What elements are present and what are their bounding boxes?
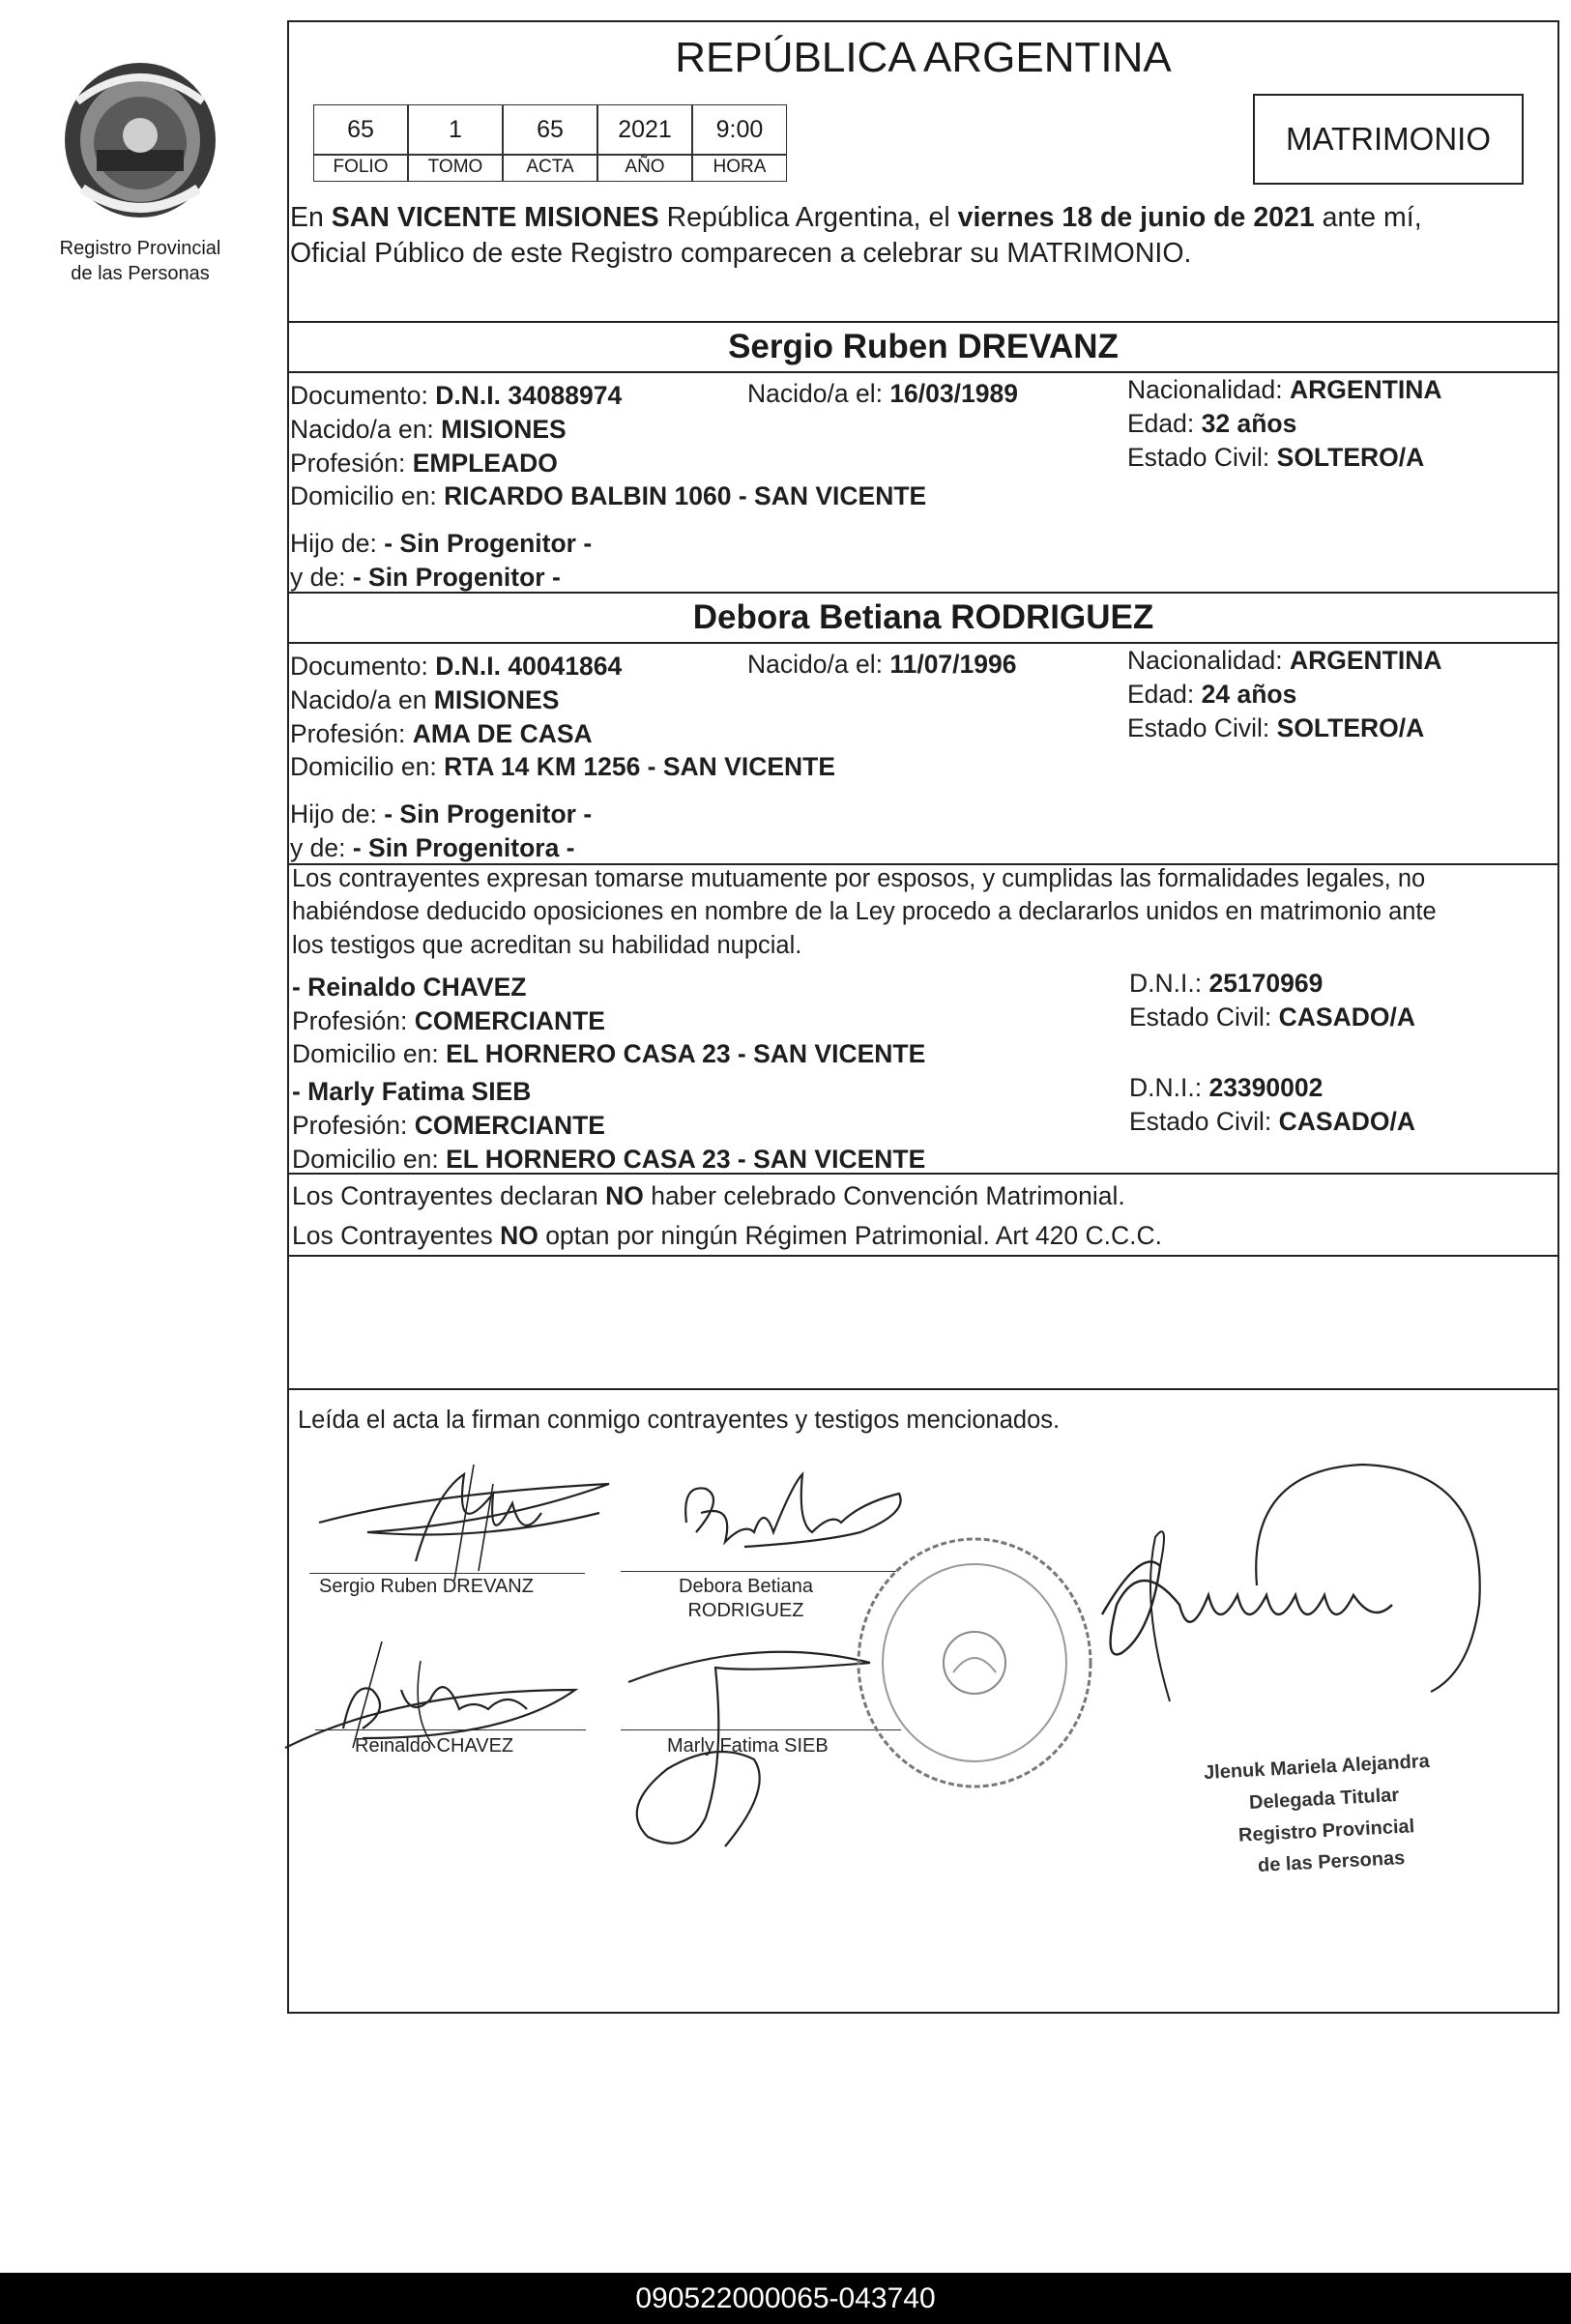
spouse1-document: Documento: D.N.I. 34088974 — [290, 381, 623, 410]
rule — [289, 321, 1557, 323]
witness1-name: - Reinaldo CHAVEZ — [292, 973, 527, 1002]
spouse1-age: Edad: 32 años — [1127, 409, 1297, 438]
spouse2-father: Hijo de: - Sin Progenitor - — [290, 799, 593, 828]
spouse1-mother: y de: - Sin Progenitor - — [290, 563, 561, 592]
witness1-profession: Profesión: COMERCIANTE — [292, 1006, 605, 1035]
witness2-address: Domicilio en: EL HORNERO CASA 23 - SAN VICENTE — [292, 1145, 926, 1174]
official-stamp-line-3: Registro Provincial — [1237, 1816, 1415, 1846]
witness1-address: Domicilio en: EL HORNERO CASA 23 - SAN VICENTE — [292, 1039, 926, 1068]
witness2-civil-status: Estado Civil: CASADO/A — [1129, 1107, 1415, 1136]
spouse1-father: Hijo de: - Sin Progenitor - — [290, 529, 593, 558]
doc-type-box — [1253, 94, 1524, 185]
spouse2-address: Domicilio en: RTA 14 KM 1256 - SAN VICENTE — [290, 752, 836, 781]
intro-line-2: Oficial Público de este Registro comparecen a celebrar su MATRIMONIO. — [290, 238, 1192, 269]
logo-caption: Registro Provincial de las Personas — [59, 238, 221, 284]
handwritten-signature-official — [1083, 1450, 1508, 1740]
folio-label: FOLIO — [313, 155, 408, 182]
witness2-name: - Marly Fatima SIEB — [292, 1077, 532, 1106]
spouse1-civil-status: Estado Civil: SOLTERO/A — [1127, 443, 1425, 472]
spouse2-document: Documento: D.N.I. 40041864 — [290, 652, 623, 681]
doc-type-label: MATRIMONIO — [1285, 121, 1492, 157]
spouse1-address: Domicilio en: RICARDO BALBIN 1060 - SAN VICENTE — [290, 481, 927, 510]
spouse1-profession: Profesión: EMPLEADO — [290, 449, 558, 478]
spouse2-nationality: Nacionalidad: ARGENTINA — [1127, 646, 1442, 675]
acta-value: 65 — [503, 104, 597, 155]
signature-label-spouse1: Sergio Ruben DREVANZ — [319, 1576, 534, 1597]
acta-label: ACTA — [503, 155, 597, 182]
spouse1-birthdate: Nacido/a el: 16/03/1989 — [747, 379, 1018, 408]
province-seal-logo — [58, 58, 222, 222]
official-stamp-line-1: Jlenuk Mariela Alejandra — [1203, 1750, 1431, 1785]
signatures-intro: Leída el acta la firman conmigo contrayentes y testigos mencionados. — [298, 1407, 1061, 1434]
spouse2-mother: y de: - Sin Progenitora - — [290, 833, 575, 862]
rule — [289, 1388, 1557, 1390]
declaration-line-1: Los contrayentes expresan tomarse mutuamente por esposos, y cumplidas las formalidades legales, no — [292, 865, 1426, 892]
declaration-line-3: los testigos que acreditan su habilidad nupcial. — [292, 932, 802, 959]
tomo-label: TOMO — [408, 155, 503, 182]
handwritten-signature-witness1 — [266, 1632, 595, 1767]
spouse2-birthplace: Nacido/a en MISIONES — [290, 685, 560, 714]
signature-label-witness2: Marly Fatima SIEB — [667, 1735, 829, 1757]
tomo-value: 1 — [408, 104, 503, 155]
spouse1-birthplace: Nacido/a en: MISIONES — [290, 415, 567, 444]
spouse2-civil-status: Estado Civil: SOLTERO/A — [1127, 713, 1425, 742]
hora-label: HORA — [692, 155, 787, 182]
handwritten-signature-spouse1 — [309, 1455, 628, 1590]
declaration-line-2: habiéndose deducido oposiciones en nombre de la Ley procedo a declararlos unidos en matrimonio ante — [292, 898, 1437, 925]
spouse2-name: Debora Betiana RODRIGUEZ — [692, 598, 1154, 636]
spouse2-age: Edad: 24 años — [1127, 680, 1297, 709]
spouse1-name: Sergio Ruben DREVANZ — [728, 328, 1119, 365]
registry-round-seal — [849, 1527, 1100, 1798]
convention-line-2: Los Contrayentes NO optan por ningún Régimen Patrimonial. Art 420 C.C.C. — [292, 1221, 1163, 1250]
official-stamp-line-4: de las Personas — [1257, 1847, 1406, 1876]
rule — [289, 1255, 1557, 1257]
convention-line-1: Los Contrayentes declaran NO haber celebrado Convención Matrimonial. — [292, 1181, 1125, 1210]
signature-label-spouse2: Debora Betiana RODRIGUEZ — [679, 1576, 813, 1621]
spouse2-profession: Profesión: AMA DE CASA — [290, 719, 593, 748]
anio-label: AÑO — [597, 155, 692, 182]
anio-value: 2021 — [597, 104, 692, 155]
intro-line-1: En SAN VICENTE MISIONES República Argentina, el viernes 18 de junio de 2021 ante mí, — [290, 202, 1422, 233]
witness1-civil-status: Estado Civil: CASADO/A — [1129, 1002, 1415, 1031]
spouse1-nationality: Nacionalidad: ARGENTINA — [1127, 375, 1442, 404]
witness2-profession: Profesión: COMERCIANTE — [292, 1111, 605, 1140]
signature-label-witness1: Reinaldo CHAVEZ — [355, 1735, 514, 1757]
spouse2-birthdate: Nacido/a el: 11/07/1996 — [747, 650, 1017, 679]
country-title: REPÚBLICA ARGENTINA — [675, 34, 1172, 81]
footer-barcode-number: 090522000065-043740 — [0, 2273, 1571, 2324]
folio-value: 65 — [313, 104, 408, 155]
witness1-dni: D.N.I.: 25170969 — [1129, 969, 1324, 998]
official-stamp-line-2: Delegada Titular — [1248, 1784, 1400, 1815]
hora-value: 9:00 — [692, 104, 787, 155]
witness2-dni: D.N.I.: 23390002 — [1129, 1073, 1324, 1102]
